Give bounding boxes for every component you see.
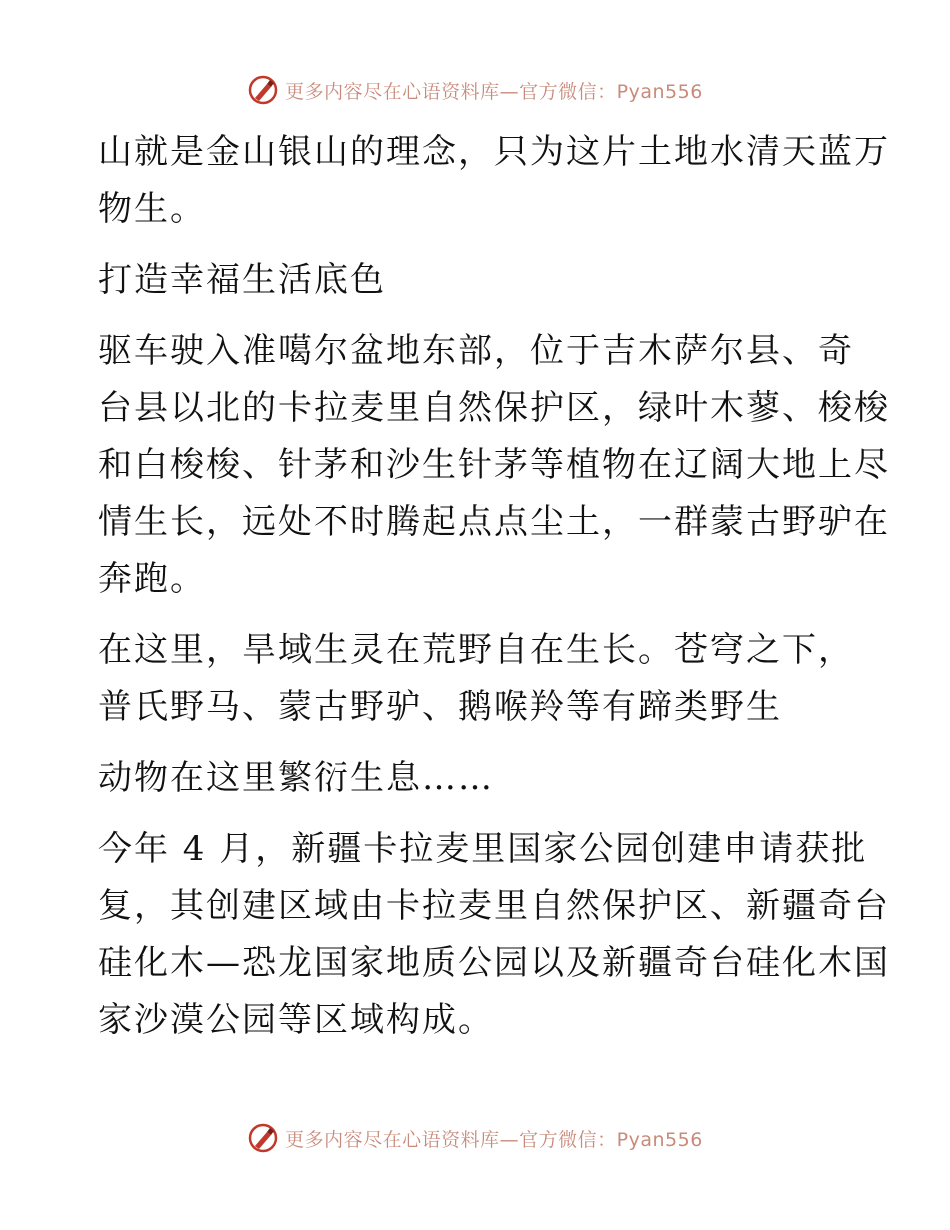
paragraph bbox=[98, 750, 858, 807]
text-line: 台县以北的卡拉麦里自然保护区，绿叶木蓼、梭梭 bbox=[98, 388, 890, 428]
text-line: 物生。 bbox=[98, 189, 206, 229]
watermark-text: 更多内容尽在心语资料库—官方微信：Pyan556 bbox=[285, 1128, 703, 1151]
watermark-text: 更多内容尽在心语资料库—官方微信：Pyan556 bbox=[285, 80, 703, 103]
pen-logo-icon bbox=[247, 1122, 279, 1154]
text-line: 和白梭梭、针茅和沙生针茅等植物在辽阔大地上尽 bbox=[98, 445, 890, 485]
text-line: 打造幸福生活底色 bbox=[98, 260, 386, 300]
text-line: 驱车驶入准噶尔盆地东部，位于吉木萨尔县、奇 bbox=[98, 331, 854, 371]
footer-watermark bbox=[0, 1118, 950, 1158]
paragraph bbox=[98, 124, 890, 238]
text-line: 动物在这里繁衍生息…… bbox=[98, 758, 494, 798]
text-line: 家沙漠公园等区域构成。 bbox=[98, 1000, 494, 1040]
pen-logo-icon bbox=[247, 74, 279, 106]
header-watermark bbox=[0, 70, 950, 110]
text-line: 山就是金山银山的理念，只为这片土地水清天蓝万 bbox=[98, 132, 890, 172]
text-line: 硅化木—恐龙国家地质公园以及新疆奇台硅化木国 bbox=[98, 943, 890, 983]
paragraph bbox=[98, 821, 890, 1049]
text-line: 今年 4 月，新疆卡拉麦里国家公园创建申请获批 bbox=[98, 829, 868, 869]
text-line: 情生长，远处不时腾起点点尘土，一群蒙古野驴在 bbox=[98, 502, 890, 542]
document-body bbox=[98, 124, 890, 1063]
text-line: 复，其创建区域由卡拉麦里自然保护区、新疆奇台 bbox=[98, 886, 890, 926]
section-heading bbox=[98, 252, 858, 309]
text-line: 普氏野马、蒙古野驴、鹅喉羚等有蹄类野生 bbox=[98, 687, 782, 727]
paragraph bbox=[98, 622, 858, 736]
text-line: 在这里，旱域生灵在荒野自在生长。苍穹之下， bbox=[98, 630, 854, 670]
text-line: 奔跑。 bbox=[98, 559, 206, 599]
paragraph bbox=[98, 323, 890, 608]
